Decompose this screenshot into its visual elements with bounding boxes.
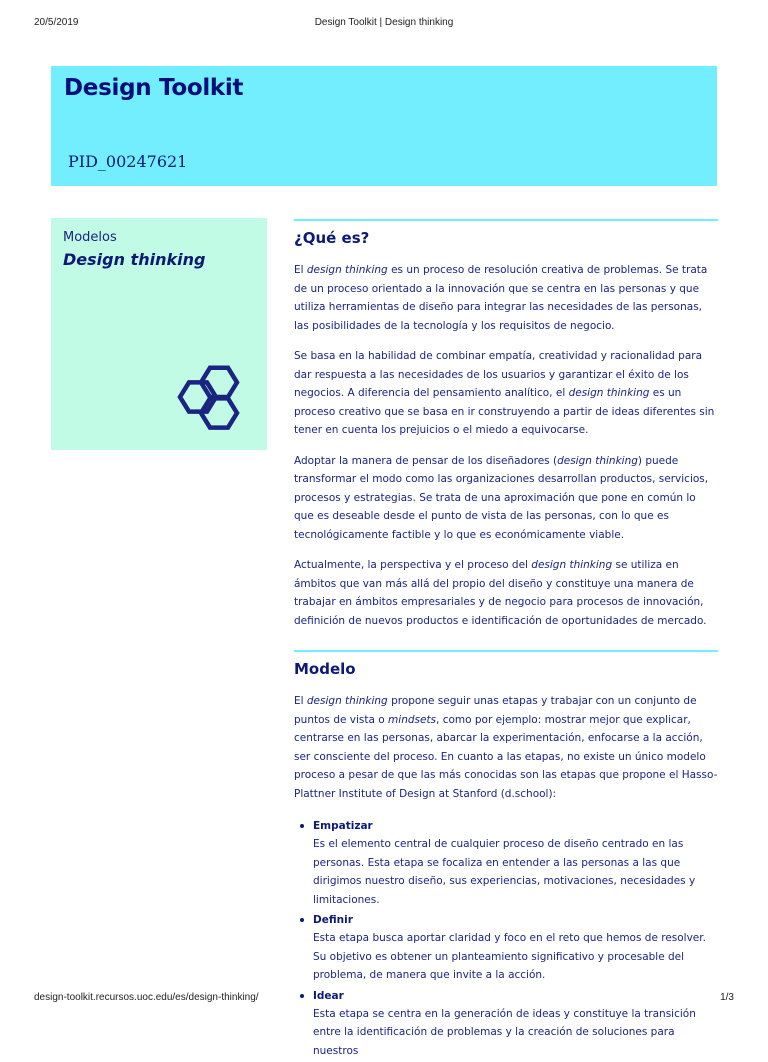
section-divider (294, 219, 718, 221)
stage-name: Idear (313, 989, 344, 1002)
stages-list (294, 817, 718, 1060)
model-name: Design thinking (63, 250, 206, 269)
text: es un proceso de resolución creativa de problemas. Se trata de un proceso orientado a la innovación que se centra en las personas y que utiliza herramientas de diseño para integrar las necesidades de las personas, las posibilidades de la tecnología y los requisitos de negocio. (294, 264, 708, 332)
list-item (294, 817, 718, 909)
print-title: Design Toolkit | Design thinking (314, 17, 454, 28)
stage-name: Definir (313, 914, 353, 926)
section-title-modelo: Modelo (294, 660, 356, 678)
hexagons-icon (176, 364, 250, 430)
section-divider (294, 650, 718, 652)
text: El (294, 264, 307, 276)
paragraph (294, 347, 718, 440)
term: design thinking (531, 559, 613, 571)
banner (51, 66, 717, 186)
text: se utiliza en ámbitos que van más allá del propio del diseño y constituye una manera de trabajar en ámbitos empresariales y de negocio para procesos de innovación, definición de nuevos productos e identificación de oportunidades de mercado. (294, 559, 707, 627)
stage-description: Esta etapa busca aportar claridad y foco en el reto que hemos de resolver. Su objetivo es obtener un planteamiento significativo y procesable del problema, de manera que invite a la acción. (313, 932, 706, 981)
text: es un proceso creativo que se basa en ir construyendo a partir de ideas diferentes sin tener en cuenta los prejuicios o el miedo a equivocarse. (294, 387, 715, 436)
stage-description: Esta etapa se centra en la generación de ideas y constituye la transición entre la identificación de problemas y la creación de soluciones para nuestros (313, 1007, 696, 1057)
paragraph (294, 261, 718, 335)
page-title: Design Toolkit (64, 75, 244, 101)
document-id: PID_00247621 (68, 152, 188, 171)
paragraph (294, 556, 718, 630)
text: Se basa en la habilidad de combinar empatía, creatividad y racionalidad para dar respuesta a las necesidades de los usuarios y garantizar el éxito de los negocios. A diferencia del pensamiento analítico, el (294, 350, 703, 399)
term: design thinking (306, 264, 388, 276)
page-number: 1/3 (720, 992, 734, 1003)
text: Adoptar la manera de pensar de los diseñadores ( (294, 454, 558, 467)
stage-name: Empatizar (313, 820, 373, 832)
text: propone seguir unas etapas y trabajar con un conjunto de puntos de vista o (294, 695, 697, 726)
paragraph (294, 692, 718, 803)
print-footer (0, 992, 768, 1006)
term: design thinking (568, 387, 650, 399)
term: design thinking (306, 695, 388, 707)
page-url: design-toolkit.recursos.uoc.edu/es/design-thinking/ (34, 992, 259, 1003)
section-title-que-es: ¿Qué es? (294, 229, 370, 247)
text: , como por ejemplo: mostrar mejor que explicar, centrarse en las personas, abarcar la experimentación, enfocarse a la acción, ser consciente del proceso. En cuanto a las etapas, no existe un único modelo proceso a pesar de que las más conocidas son las etapas que propone el Hasso-Plattner Institute of Design at Stanford (d.school): (294, 713, 718, 800)
print-date: 20/5/2019 (34, 17, 79, 28)
term: mindsets (388, 713, 437, 726)
text: Actualmente, la perspectiva y el proceso del (294, 559, 532, 571)
paragraph (294, 452, 718, 545)
list-item (294, 911, 718, 985)
model-category: Modelos (63, 230, 117, 245)
model-card (51, 218, 267, 450)
text: El (294, 695, 307, 707)
main-content (294, 219, 718, 1062)
text: ) puede transformar el modo como las organizaciones desarrollan productos, servicios, procesos y estrategias. Se trata de una aproximación que pone en común lo que es deseable desde el punto de vista de las personas, con lo que es tecnológicamente factible y lo que es económicamente viable. (294, 454, 709, 541)
term: design thinking (557, 454, 638, 467)
stage-description: Es el elemento central de cualquier proceso de diseño centrado en las personas. Esta etapa se focaliza en entender a las personas a las que dirigimos nuestro diseño, sus experiencias, motivaciones, necesidades y limitaciones. (313, 838, 696, 906)
